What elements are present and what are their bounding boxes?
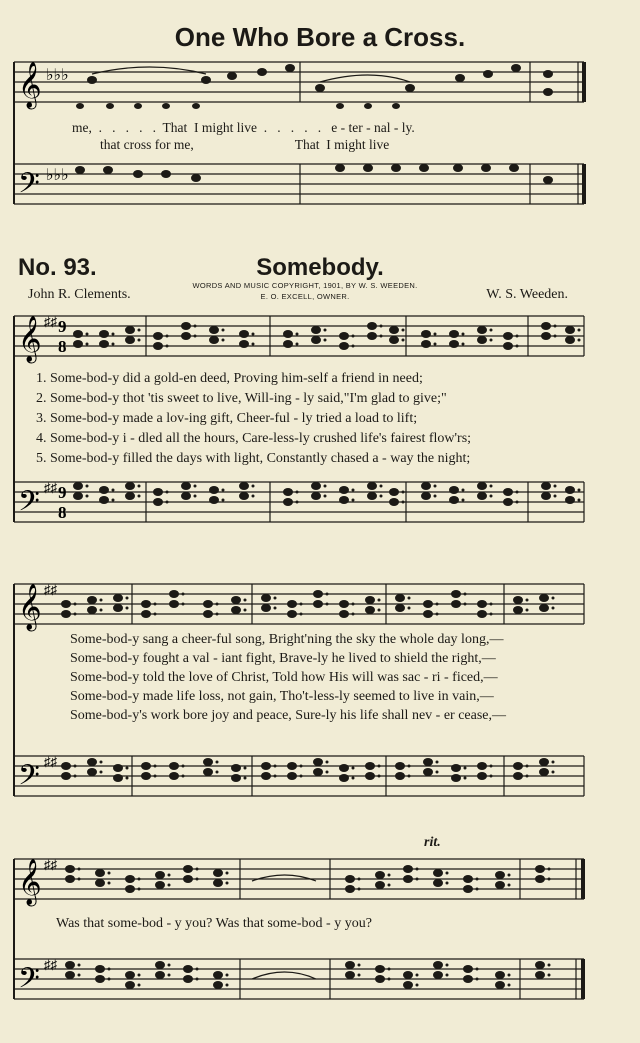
refrain-verse-line-1: Some-bod-y sang a cheer-ful song, Bright'ning the sky the whole day long,— [70, 632, 504, 647]
svg-text:♭♭♭: ♭♭♭ [46, 167, 69, 184]
svg-text:♭♭♭: ♭♭♭ [46, 67, 69, 84]
verse-line-4: 4. Some-bod-y i - dled all the hours, Care-less-ly crushed life's fairest flow'rs; [36, 431, 472, 446]
svg-text:♯♯: ♯♯ [44, 314, 57, 329]
copyright-notice [160, 280, 450, 302]
music-system-3 [0, 845, 640, 1025]
refrain-lyrics: Was that some-bod - y you? Was that some-bod - y you? [56, 916, 372, 931]
hymn-composer: W. S. Weeden. [486, 287, 568, 302]
svg-text:♯♯: ♯♯ [44, 857, 57, 872]
verse-line-3: 3. Some-bod-y made a lov-ing gift, Cheer-ful - ly tried a load to lift; [36, 411, 418, 426]
copyright-line-2: E. O. EXCELL, OWNER. [260, 292, 350, 301]
verse-line-5: 5. Some-bod-y filled the days with light, Constantly chased a - way the night; [36, 451, 471, 466]
refrain-verse-line-3: Some-bod-y told the love of Christ, Told how His will was sac - ri - ficed,— [70, 670, 498, 685]
time-signature-bottom: 8 [58, 337, 67, 356]
svg-text:♯♯: ♯♯ [44, 582, 57, 597]
svg-text:♯♯: ♯♯ [44, 957, 57, 972]
tempo-mark-rit: rit. [424, 835, 441, 850]
hymn-title: Somebody. [256, 254, 384, 281]
svg-text:♯♯: ♯♯ [44, 480, 57, 495]
verse-line-2: 2. Some-bod-y thot 'tis sweet to live, Will-ing - ly said,"I'm glad to give;" [36, 391, 447, 406]
top-hymn-title: One Who Bore a Cross. [174, 22, 466, 52]
svg-text:𝄢: 𝄢 [18, 962, 40, 1002]
svg-text:𝄞: 𝄞 [18, 62, 42, 108]
time-signature-top: 9 [58, 317, 67, 336]
hymn-author: John R. Clements. [28, 287, 131, 302]
hymn-number: No. 93. [18, 254, 97, 281]
svg-text:𝄞: 𝄞 [18, 584, 42, 630]
svg-text:𝄞: 𝄞 [18, 859, 42, 905]
copyright-line-1: WORDS AND MUSIC COPYRIGHT, 1901, BY W. S. WEEDEN. [192, 281, 418, 290]
top-lyrics-lower: that cross for me, That I might live [100, 137, 390, 152]
top-lyrics-upper: me, . . . . . That I might live . . . . . e - ter - nal - ly. [72, 120, 415, 135]
refrain-verse-line-5: Some-bod-y's work bore joy and peace, Sure-ly his life shall nev - er cease,— [70, 708, 506, 723]
svg-text:𝄢: 𝄢 [18, 485, 40, 525]
svg-text:♯♯: ♯♯ [44, 754, 57, 769]
svg-text:9: 9 [58, 483, 67, 502]
refrain-verse-line-4: Some-bod-y made life loss, not gain, Tho't-less-ly seemed to live in vain,— [70, 689, 494, 704]
verse-line-1: 1. Some-bod-y did a gold-en deed, Proving him-self a friend in need; [36, 371, 423, 386]
svg-text:𝄢: 𝄢 [18, 759, 40, 799]
svg-text:𝄞: 𝄞 [18, 316, 42, 362]
refrain-verse-line-2: Some-bod-y fought a val - iant fight, Brave-ly he lived to shield the right,— [70, 651, 496, 666]
svg-text:𝄢: 𝄢 [18, 167, 40, 207]
svg-text:8: 8 [58, 503, 67, 522]
